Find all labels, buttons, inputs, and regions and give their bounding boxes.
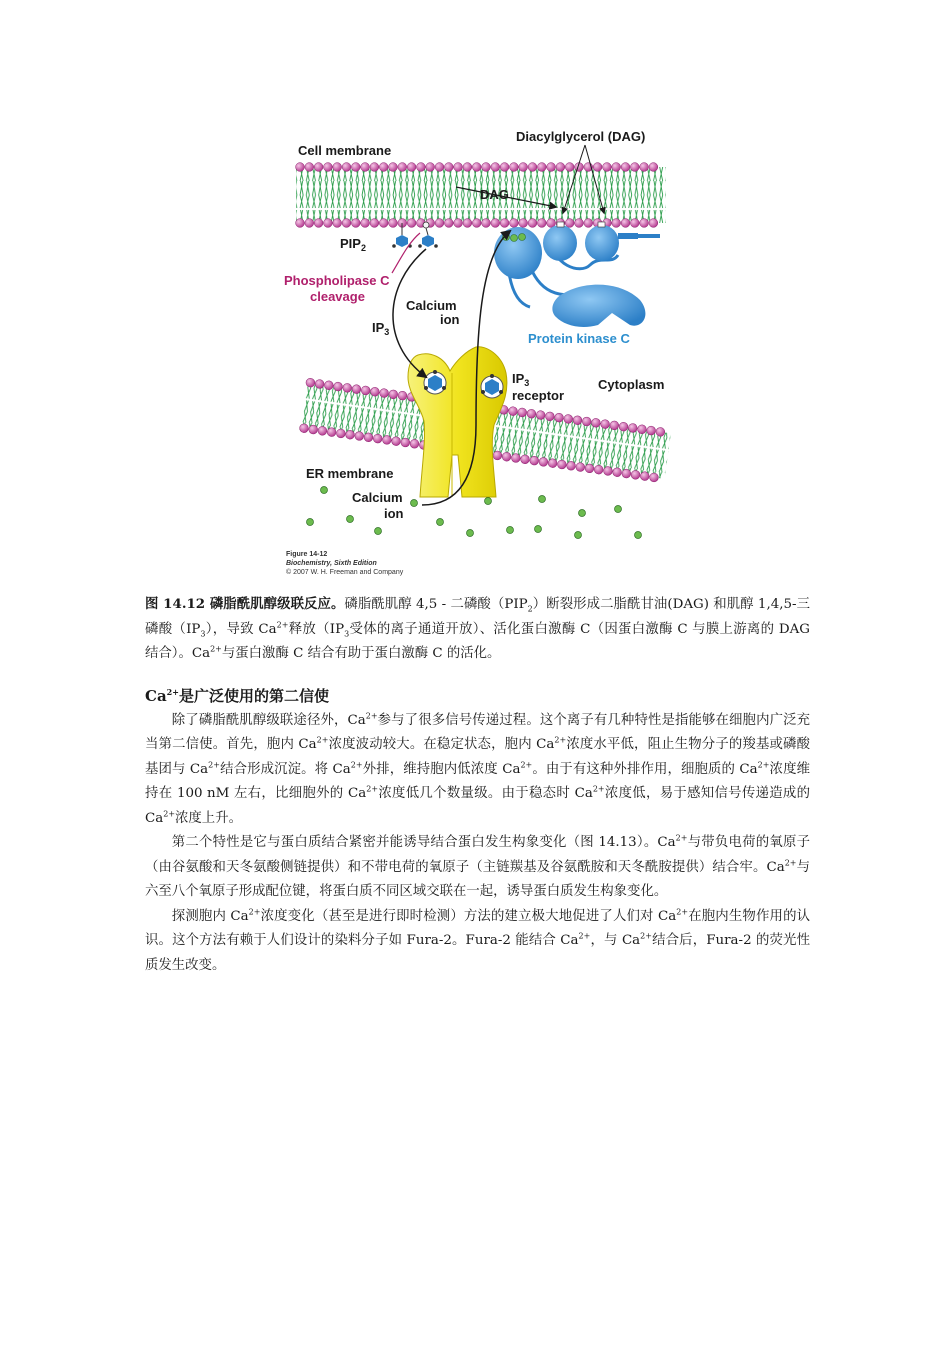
lipid-head-bead: [379, 219, 388, 228]
text-segment: 浓度上升。: [175, 810, 242, 826]
dag-arrow-label: DAG: [480, 187, 509, 202]
lipid-head-bead: [342, 163, 351, 172]
superscript-charge: 2+: [676, 907, 689, 917]
lipid-head-bead: [351, 219, 360, 228]
superscript-charge: 2+: [640, 931, 652, 941]
lipid-head-bead: [305, 219, 314, 228]
lipid-head-bead: [454, 219, 463, 228]
lipid-head-bead: [417, 163, 426, 172]
text-segment: 。由于有这种外排作用，细胞质的 Ca: [532, 761, 758, 777]
lipid-head-bead: [463, 163, 472, 172]
superscript-charge: 2+: [366, 784, 379, 794]
lipid-head-bead: [296, 219, 305, 228]
superscript-charge: 2+: [784, 858, 797, 868]
lipid-head-bead: [565, 219, 574, 228]
text-segment: 浓度低，易于感知信号传递造成的 Ca: [145, 786, 810, 826]
calcium-lower-label-line2: ion: [384, 506, 404, 521]
text-segment: 结合后，Fura-2 的荧光性质发生改变。: [145, 933, 810, 973]
lipid-head-bead: [612, 219, 621, 228]
lipid-head-bead: [621, 219, 630, 228]
calcium-upper-label-line2: ion: [440, 312, 460, 327]
lipid-head-bead: [491, 219, 500, 228]
lipid-head-bead: [389, 219, 398, 228]
text-segment: 浓度维持在 100 nM 左右，比细胞外的 Ca: [145, 761, 810, 801]
text-segment: 浓度低几个数量级。由于稳态时 Ca: [378, 786, 593, 801]
lipid-head-bead: [510, 163, 519, 172]
paragraph-1: [145, 709, 810, 832]
lipid-head-bead: [556, 163, 565, 172]
superscript-charge: 2+: [757, 760, 770, 770]
lipid-head-bead: [500, 219, 509, 228]
plc-label-line1: Phospholipase C: [284, 273, 390, 288]
lipid-head-bead: [519, 219, 528, 228]
lipid-head-bead: [584, 219, 593, 228]
text-segment: 除了磷脂酰肌醇级联途径外，Ca: [171, 712, 366, 728]
text-segment: 浓度波动较大。在稳定状态，胞内 Ca: [328, 737, 555, 752]
lipid-head-bead: [454, 163, 463, 172]
calcium-upper-label-line1: Calcium: [406, 298, 457, 313]
membrane-head-row: [296, 163, 658, 172]
ip3-label: $IP_3$: [372, 320, 390, 337]
lipid-head-bead: [426, 163, 435, 172]
lipid-head-bead: [389, 163, 398, 172]
text-segment: 浓度水平低，阻止生物分子的羧基或磷酸基团与 Ca: [145, 737, 810, 777]
superscript-charge: 2+: [675, 833, 688, 843]
lipid-head-bead: [435, 219, 444, 228]
lipid-head-bead: [612, 163, 621, 172]
lipid-head-bead: [444, 219, 453, 228]
lipid-head-bead: [537, 219, 546, 228]
lipid-head-bead: [519, 163, 528, 172]
document-text: [145, 592, 810, 978]
lipid-head-bead: [333, 219, 342, 228]
lipid-head-bead: [370, 163, 379, 172]
lipid-head-bead: [630, 219, 639, 228]
lipid-head-bead: [314, 163, 323, 172]
er-membrane-label: ER membrane: [306, 466, 394, 481]
lipid-head-bead: [547, 219, 556, 228]
lipid-head-bead: [472, 163, 481, 172]
lipid-head-bead: [528, 163, 537, 172]
lipid-head-bead: [296, 163, 305, 172]
lipid-head-bead: [407, 163, 416, 172]
lipid-head-bead: [630, 163, 639, 172]
lipid-head-bead: [333, 163, 342, 172]
text-segment: 与带负电荷的氧原子（由谷氨酸和天冬氨酸侧链提供）和不带电荷的氧原子（主链羰基及谷氨酰胺和天冬酰胺提供）结合牢。Ca: [145, 835, 811, 875]
superscript-charge: 2+: [592, 784, 605, 794]
superscript-charge: 2+: [520, 760, 533, 770]
lipid-head-bead: [649, 219, 658, 228]
lipid-head-bead: [640, 219, 649, 228]
paragraph-3: [145, 905, 810, 979]
phosphoinositide-cascade-figure: [280, 125, 672, 583]
lipid-head-bead: [593, 163, 602, 172]
lipid-head-bead: [603, 163, 612, 172]
text-segment: 参与了很多信号传递过程。这个离子有几种特性是指能够在细胞内广泛充当第二信使。首先，胞内 Ca: [145, 712, 811, 752]
plc-label-line2: cleavage: [310, 289, 365, 304]
lipid-head-bead: [361, 219, 370, 228]
superscript-charge: 2+: [208, 760, 220, 770]
text-segment: 在胞内生物作用的认识。这个方法有赖于人们设计的染料分子如 Fura-2。Fura-2 能结合 Ca: [145, 908, 811, 948]
lipid-head-bead: [305, 163, 314, 172]
lipid-head-bead: [351, 163, 360, 172]
text-segment: 结合形成沉淀。将 Ca: [219, 761, 351, 777]
lipid-head-bead: [463, 219, 472, 228]
superscript-charge: 2+: [365, 711, 378, 721]
superscript-charge: 2+: [350, 760, 363, 770]
lipid-head-bead: [547, 163, 556, 172]
lipid-head-bead: [575, 219, 584, 228]
lipid-head-bead: [510, 219, 519, 228]
lipid-head-bead: [324, 163, 333, 172]
ip3-receptor-label-line2: receptor: [512, 388, 565, 403]
lipid-head-bead: [500, 163, 509, 172]
text-segment: ，与 Ca: [590, 933, 641, 948]
figure-credit-line3: © 2007 W. H. Freeman and Company: [286, 569, 404, 576]
superscript-charge: 2+: [163, 809, 176, 819]
lipid-head-bead: [621, 163, 630, 172]
superscript-charge: 2+: [554, 735, 567, 745]
lipid-head-bead: [640, 163, 649, 172]
lipid-head-bead: [537, 163, 546, 172]
paragraph-2: [145, 831, 810, 905]
pkc-label: Protein kinase C: [528, 331, 630, 346]
lipid-head-bead: [491, 163, 500, 172]
lipid-head-bead: [314, 219, 323, 228]
section-heading: $Ca^{2+}$是广泛使用的第二信使: [145, 686, 329, 705]
lipid-head-bead: [528, 219, 537, 228]
text-segment: 探测胞内 Ca: [171, 908, 249, 924]
lipid-head-bead: [649, 163, 658, 172]
lipid-head-bead: [482, 163, 491, 172]
lipid-head-bead: [444, 163, 453, 172]
lipid-head-bead: [407, 219, 416, 228]
pip2-label: $PIP_2$: [340, 236, 366, 253]
text-segment: 外排，维持胞内低浓度 Ca: [362, 761, 521, 777]
dag-top-label: Diacylglycerol (DAG): [516, 129, 646, 144]
superscript-charge: 2+: [316, 735, 329, 745]
lipid-head-bead: [398, 163, 407, 172]
lipid-head-bead: [482, 219, 491, 228]
figure-caption: 图 14.12 磷脂酰肌醇级联反应。磷脂酰肌醇 4,5 - 二磷酸$(PIP_2)$断裂形成二脂酰甘油(DAG) 和肌醇 1,4,5-三磷酸$(IP_3)$，导致 $Ca^{2+}$释放（$IP_3$受体的离子通道开放）、活化蛋白激酶 C（因蛋白激酶 C 与膜上游离的 DAG 结合）。$Ca^{2+}$与蛋白激酶 C 结合有助于蛋白激酶 C 的活化。: [145, 596, 810, 661]
lipid-head-bead: [565, 163, 574, 172]
figure-credit-line2: Biochemistry, Sixth Edition: [286, 560, 377, 567]
lipid-head-bead: [379, 163, 388, 172]
lipid-head-bead: [324, 219, 333, 228]
figure-credit-line1: Figure 14-12: [286, 551, 328, 558]
lipid-head-bead: [370, 219, 379, 228]
superscript-charge: 2+: [578, 931, 591, 941]
lipid-head-bead: [435, 163, 444, 172]
superscript-charge: 2+: [248, 907, 261, 917]
cytoplasm-label: Cytoplasm: [598, 377, 665, 392]
cell-membrane-label: Cell membrane: [298, 143, 392, 158]
calcium-lower-label-line1: Calcium: [352, 490, 403, 505]
lipid-head-bead: [472, 219, 481, 228]
text-segment: 第二个特性是它与蛋白质结合紧密并能诱导结合蛋白发生构象变化（图 14.13）。Ca: [171, 835, 676, 850]
lipid-head-bead: [361, 163, 370, 172]
text-segment: 与六至八个氧原子形成配位键，将蛋白质不同区域交联在一起，诱导蛋白质发生构象变化。: [145, 859, 810, 899]
text-segment: 浓度变化（甚至是进行即时检测）方法的建立极大地促进了人们对 Ca: [260, 908, 677, 924]
ip3-receptor-label-line1: $IP_3$: [512, 371, 530, 388]
caption-label: 图 14.12 磷脂酰肌醇级联反应。: [145, 596, 345, 612]
lipid-head-bead: [342, 219, 351, 228]
